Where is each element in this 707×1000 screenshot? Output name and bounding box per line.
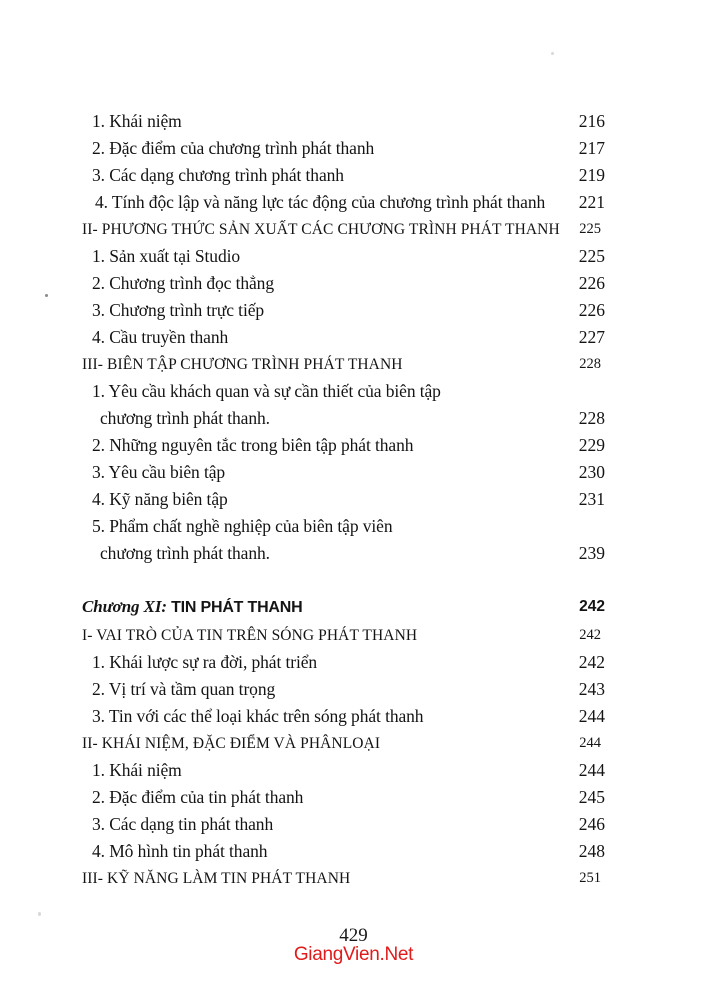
toc-entry-page: 244: [578, 760, 605, 780]
toc-entry-label: II- KHÁI NIỆM, ĐẶC ĐIỂM VÀ PHÂNLOẠI: [82, 735, 381, 752]
page-speck: [551, 52, 554, 55]
toc-entry-page: 244: [578, 706, 605, 726]
toc-entry[interactable]: [0, 108, 707, 135]
toc-entry-label: 2. Đặc điểm của tin phát thanh: [92, 787, 304, 807]
toc-entry[interactable]: [0, 730, 707, 757]
toc-entry[interactable]: [0, 513, 707, 540]
toc-entry-label: 4. Kỹ năng biên tập: [92, 489, 228, 509]
toc-entry-label: 4. Tính độc lập và năng lực tác động của chương trình phát thanh: [95, 192, 546, 212]
toc-entry-label: II- PHƯƠNG THỨC SẢN XUẤT CÁC CHƯƠNG TRÌNH PHÁT THANH: [82, 221, 560, 238]
toc-entry[interactable]: [0, 811, 707, 838]
toc-chapter-number: Chương XI:: [82, 597, 167, 616]
toc-entry[interactable]: [0, 649, 707, 676]
toc-entry[interactable]: [0, 676, 707, 703]
toc-entry[interactable]: [0, 297, 707, 324]
toc-entry[interactable]: [0, 486, 707, 513]
toc-entry-page: 221: [578, 192, 605, 212]
toc-entry[interactable]: [0, 189, 707, 216]
toc-entry[interactable]: [0, 459, 707, 486]
toc-entry[interactable]: [0, 703, 707, 730]
toc-entry-label: III- KỸ NĂNG LÀM TIN PHÁT THANH: [82, 870, 351, 887]
toc-entry-page: 242: [579, 627, 601, 643]
toc-entry-page: 217: [578, 138, 605, 158]
toc-entry-page: 244: [579, 735, 601, 751]
toc-entry-page: 248: [578, 841, 605, 861]
toc-entry-page: 225: [579, 221, 601, 237]
toc-entry-label: 2. Những nguyên tắc trong biên tập phát thanh: [92, 435, 414, 455]
toc-entry[interactable]: [0, 162, 707, 189]
toc-entry-page: 251: [579, 870, 601, 886]
toc-entry-label: 3. Tin với các thể loại khác trên sóng phát thanh: [92, 706, 424, 726]
toc-entry-label: 3. Chương trình trực tiếp: [92, 300, 265, 320]
toc-entry-page: 226: [578, 273, 605, 293]
table-of-contents: [0, 108, 707, 892]
page-number: 429: [339, 925, 368, 946]
toc-entry-page: 226: [578, 300, 605, 320]
toc-entry[interactable]: [0, 270, 707, 297]
toc-entry-page: 228: [578, 408, 605, 428]
page-speck: [38, 912, 41, 916]
toc-entry[interactable]: [0, 432, 707, 459]
toc-entry[interactable]: [0, 757, 707, 784]
toc-entry-page: 227: [578, 327, 605, 347]
toc-chapter-page: 242: [579, 598, 605, 615]
toc-chapter-label: [82, 592, 303, 623]
toc-entry[interactable]: [0, 216, 707, 243]
toc-entry-label: chương trình phát thanh.: [100, 543, 270, 563]
watermark-text: GiangVien.Net: [293, 944, 414, 965]
toc-chapter-entry[interactable]: [0, 592, 707, 622]
toc-entry-label: chương trình phát thanh.: [100, 408, 270, 428]
toc-entry-label: 4. Mô hình tin phát thanh: [92, 841, 268, 861]
toc-entry-page: 230: [578, 462, 605, 482]
toc-entry[interactable]: [0, 135, 707, 162]
toc-entry[interactable]: [0, 622, 707, 649]
toc-entry-page: 231: [578, 489, 605, 509]
toc-chapter-title: TIN PHÁT THANH: [171, 599, 303, 616]
section-gap: [0, 567, 707, 592]
toc-entry-page: 243: [578, 679, 605, 699]
toc-entry-label: 1. Khái niệm: [92, 111, 182, 131]
toc-entry[interactable]: [0, 243, 707, 270]
toc-entry-page: 245: [578, 787, 605, 807]
toc-entry[interactable]: [0, 351, 707, 378]
toc-entry-page: 242: [578, 652, 605, 672]
toc-entry-label: 3. Yêu cầu biên tập: [92, 462, 226, 482]
toc-entry-page: 239: [578, 543, 605, 563]
toc-entry[interactable]: [0, 378, 707, 405]
toc-entry-label: 2. Chương trình đọc thẳng: [92, 273, 274, 293]
toc-entry-label: 1. Khái niệm: [92, 760, 182, 780]
toc-entry[interactable]: [0, 784, 707, 811]
toc-entry-page: 229: [578, 435, 605, 455]
toc-entry-label: 3. Các dạng tin phát thanh: [92, 814, 274, 834]
toc-entry-label: I- VAI TRÒ CỦA TIN TRÊN SÓNG PHÁT THANH: [82, 627, 418, 644]
toc-entry[interactable]: [0, 324, 707, 351]
toc-entry-page: 216: [578, 111, 605, 131]
toc-entry-label: III- BIÊN TẬP CHƯƠNG TRÌNH PHÁT THANH: [82, 356, 403, 373]
toc-entry-page: 225: [578, 246, 605, 266]
toc-entry-label: 2. Vị trí và tầm quan trọng: [92, 679, 276, 699]
toc-entry[interactable]: [0, 540, 707, 567]
toc-entry[interactable]: [0, 405, 707, 432]
page-footer: [0, 925, 707, 985]
toc-entry-label: 5. Phẩm chất nghề nghiệp của biên tập viên: [92, 516, 393, 536]
toc-entry[interactable]: [0, 838, 707, 865]
toc-entry-label: 3. Các dạng chương trình phát thanh: [92, 165, 344, 185]
toc-entry[interactable]: [0, 865, 707, 892]
toc-entry-label: 1. Sản xuất tại Studio: [92, 246, 241, 266]
toc-entry-label: 2. Đặc điểm của chương trình phát thanh: [92, 138, 375, 158]
toc-entry-page: 246: [578, 814, 605, 834]
toc-entry-label: 4. Cầu truyền thanh: [92, 327, 229, 347]
toc-entry-page: 228: [579, 356, 601, 372]
toc-entry-label: 1. Yêu cầu khách quan và sự cần thiết của biên tập: [92, 381, 441, 401]
toc-entry-page: 219: [578, 165, 605, 185]
toc-entry-label: 1. Khái lược sự ra đời, phát triển: [92, 652, 318, 672]
